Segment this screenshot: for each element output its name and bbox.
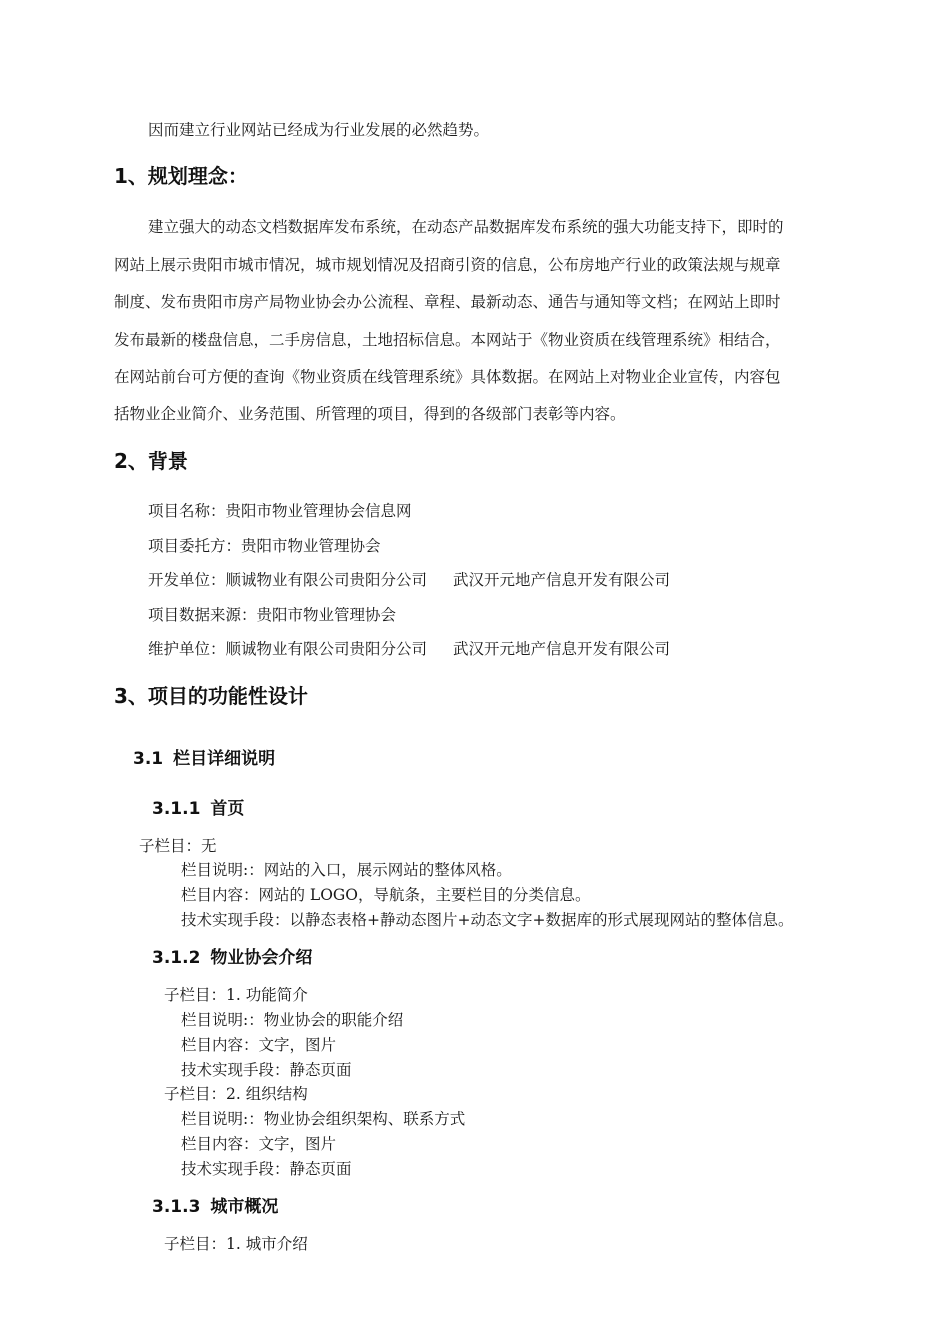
section-title: 栏目详细说明 xyxy=(173,749,276,769)
project-client: 项目委托方：贵阳市物业管理协会 xyxy=(148,537,381,555)
maintainer xyxy=(148,639,670,659)
sub-column: 子栏目：1. 功能简介 xyxy=(164,986,308,1004)
section-number: 3.1 xyxy=(133,749,164,769)
section-3-heading: 3、项目的功能性设计 xyxy=(114,684,308,708)
paragraph-line: 制度、发布贵阳市房产局物业协会办公流程、章程、最新动态、通告与通知等文档；在网站上即时 xyxy=(114,293,781,311)
sub-column: 子栏目：无 xyxy=(139,837,217,855)
developer xyxy=(148,570,670,590)
section-number: 3.1.2 xyxy=(152,948,201,968)
developer-secondary: 武汉开元地产信息开发有限公司 xyxy=(453,571,671,589)
section-number: 3.1.3 xyxy=(152,1197,201,1217)
column-description: 栏目说明:：物业协会组织架构、联系方式 xyxy=(181,1110,466,1128)
section-1-heading: 1、规划理念： xyxy=(114,164,248,188)
column-content: 栏目内容：文字，图片 xyxy=(181,1036,337,1054)
section-3-1-heading xyxy=(133,748,275,770)
section-3-1-2-heading xyxy=(152,947,312,969)
column-description: 栏目说明:：物业协会的职能介绍 xyxy=(181,1011,404,1029)
section-3-1-1-heading xyxy=(152,798,244,820)
sub-column: 子栏目：1. 城市介绍 xyxy=(164,1235,308,1253)
developer-primary: 开发单位：顺诚物业有限公司贵阳分公司 xyxy=(148,571,428,589)
paragraph-line: 在网站前台可方便的查询《物业资质在线管理系统》具体数据。在网站上对物业企业宣传，内容包 xyxy=(114,368,781,386)
section-title: 物业协会介绍 xyxy=(210,948,313,968)
paragraph-line: 括物业企业简介、业务范围、所管理的项目，得到的各级部门表彰等内容。 xyxy=(114,405,626,423)
intro-line: 因而建立行业网站已经成为行业发展的必然趋势。 xyxy=(148,121,490,139)
paragraph-line: 发布最新的楼盘信息，二手房信息，土地招标信息。本网站于《物业资质在线管理系统》相结合， xyxy=(114,331,781,349)
column-content: 栏目内容：网站的 LOGO，导航条，主要栏目的分类信息。 xyxy=(181,886,591,904)
sub-column: 子栏目：2. 组织结构 xyxy=(164,1085,308,1103)
column-tech: 技术实现手段：静态页面 xyxy=(181,1061,352,1079)
project-name: 项目名称：贵阳市物业管理协会信息网 xyxy=(148,502,412,520)
paragraph-line: 网站上展示贵阳市城市情况，城市规划情况及招商引资的信息，公布房地产行业的政策法规与规章 xyxy=(114,256,781,274)
data-source: 项目数据来源：贵阳市物业管理协会 xyxy=(148,606,397,624)
section-number: 3.1.1 xyxy=(152,799,201,819)
section-title: 首页 xyxy=(210,799,245,819)
column-tech: 技术实现手段：静态页面 xyxy=(181,1160,352,1178)
maintainer-primary: 维护单位：顺诚物业有限公司贵阳分公司 xyxy=(148,640,428,658)
maintainer-secondary: 武汉开元地产信息开发有限公司 xyxy=(453,640,671,658)
column-content: 栏目内容：文字，图片 xyxy=(181,1135,337,1153)
column-tech: 技术实现手段：以静态表格+静动态图片+动态文字+数据库的形式展现网站的整体信息。 xyxy=(181,911,794,929)
paragraph-line: 建立强大的动态文档数据库发布系统，在动态产品数据库发布系统的强大功能支持下，即时的 xyxy=(148,218,784,236)
section-3-1-3-heading xyxy=(152,1196,278,1218)
section-2-heading: 2、背景 xyxy=(114,449,188,473)
column-description: 栏目说明:：网站的入口，展示网站的整体风格。 xyxy=(181,861,512,879)
section-title: 城市概况 xyxy=(210,1197,279,1217)
